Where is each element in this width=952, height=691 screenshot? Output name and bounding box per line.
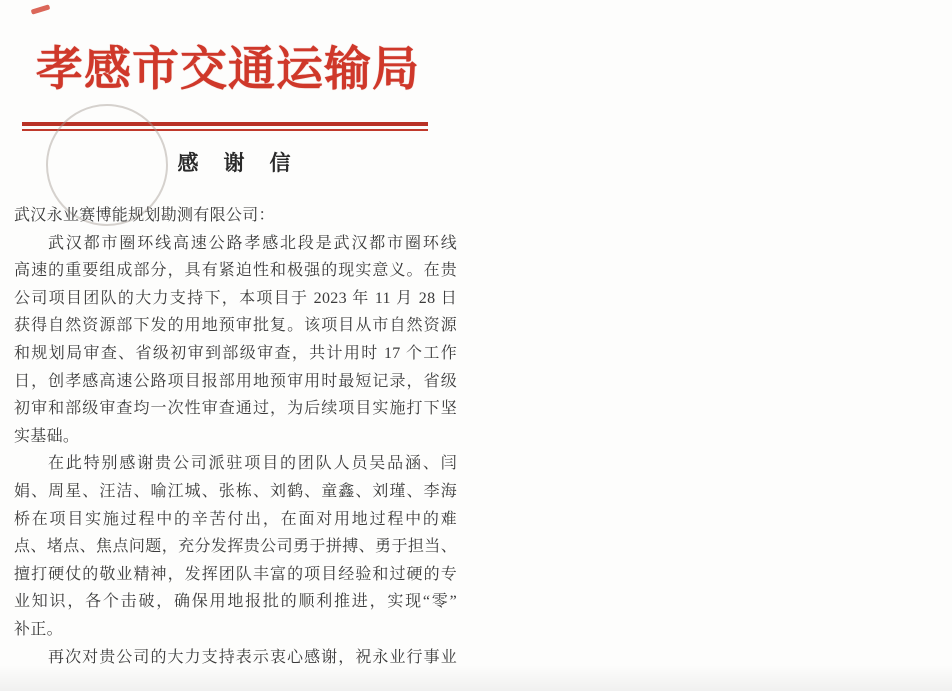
text-line: 娟、周星、汪洁、喻江城、张栋、刘鹤、童鑫、刘瑾、李海 bbox=[14, 482, 457, 500]
text-line: 业知识，各个击破，确保用地报批的顺利推进，实现“零” bbox=[14, 593, 457, 611]
text-line: 和规划局审查、省级初审到部级审查，共计用时 17 个工作 bbox=[14, 344, 457, 362]
text-line: 武汉永业赛博能规划勘测有限公司： bbox=[14, 207, 275, 224]
text-line: 初审和部级审查均一次性审查通过，为后续项目实施打下坚 bbox=[14, 400, 457, 418]
text-line: 高速的重要组成部分，具有紧迫性和极强的现实意义。在贵 bbox=[14, 262, 457, 280]
text-line: 补正。 bbox=[14, 620, 63, 638]
text-line: 擅打硬仗的敬业精神，发挥团队丰富的项目经验和过硬的专 bbox=[14, 565, 457, 583]
text-line: 点、堵点、焦点问题，充分发挥贵公司勇于拼搏、勇于担当、 bbox=[14, 538, 457, 556]
text-line: 再次对贵公司的大力支持表示衷心感谢，祝永业行事业 bbox=[48, 648, 457, 666]
red-ink-tick-icon bbox=[31, 4, 51, 14]
letter-body-page1 bbox=[14, 202, 457, 671]
text-line: 实基础。 bbox=[14, 427, 80, 445]
letter-page-1 bbox=[0, 0, 470, 691]
text-line: 在此特别感谢贵公司派驻项目的团队人员吴品涵、闫 bbox=[48, 455, 457, 473]
text-line: 日，创孝感高速公路项目报部用地预审用时最短记录，省级 bbox=[14, 372, 457, 390]
letterhead-title: 孝感市交通运输局 bbox=[36, 42, 420, 95]
text-line: 桥在项目实施过程中的辛苦付出，在面对用地过程中的难 bbox=[14, 510, 457, 528]
text-line: 武汉都市圈环线高速公路孝感北段是武汉都市圈环线 bbox=[48, 234, 457, 252]
text-line: 公司项目团队的大力支持下，本项目于 2023 年 11 月 28 日 bbox=[14, 289, 457, 307]
text-line: 获得自然资源部下发的用地预审批复。该项目从市自然资源 bbox=[14, 317, 457, 335]
document-title: 感 谢 信 bbox=[177, 151, 293, 175]
letter-page-2 bbox=[470, 0, 952, 691]
